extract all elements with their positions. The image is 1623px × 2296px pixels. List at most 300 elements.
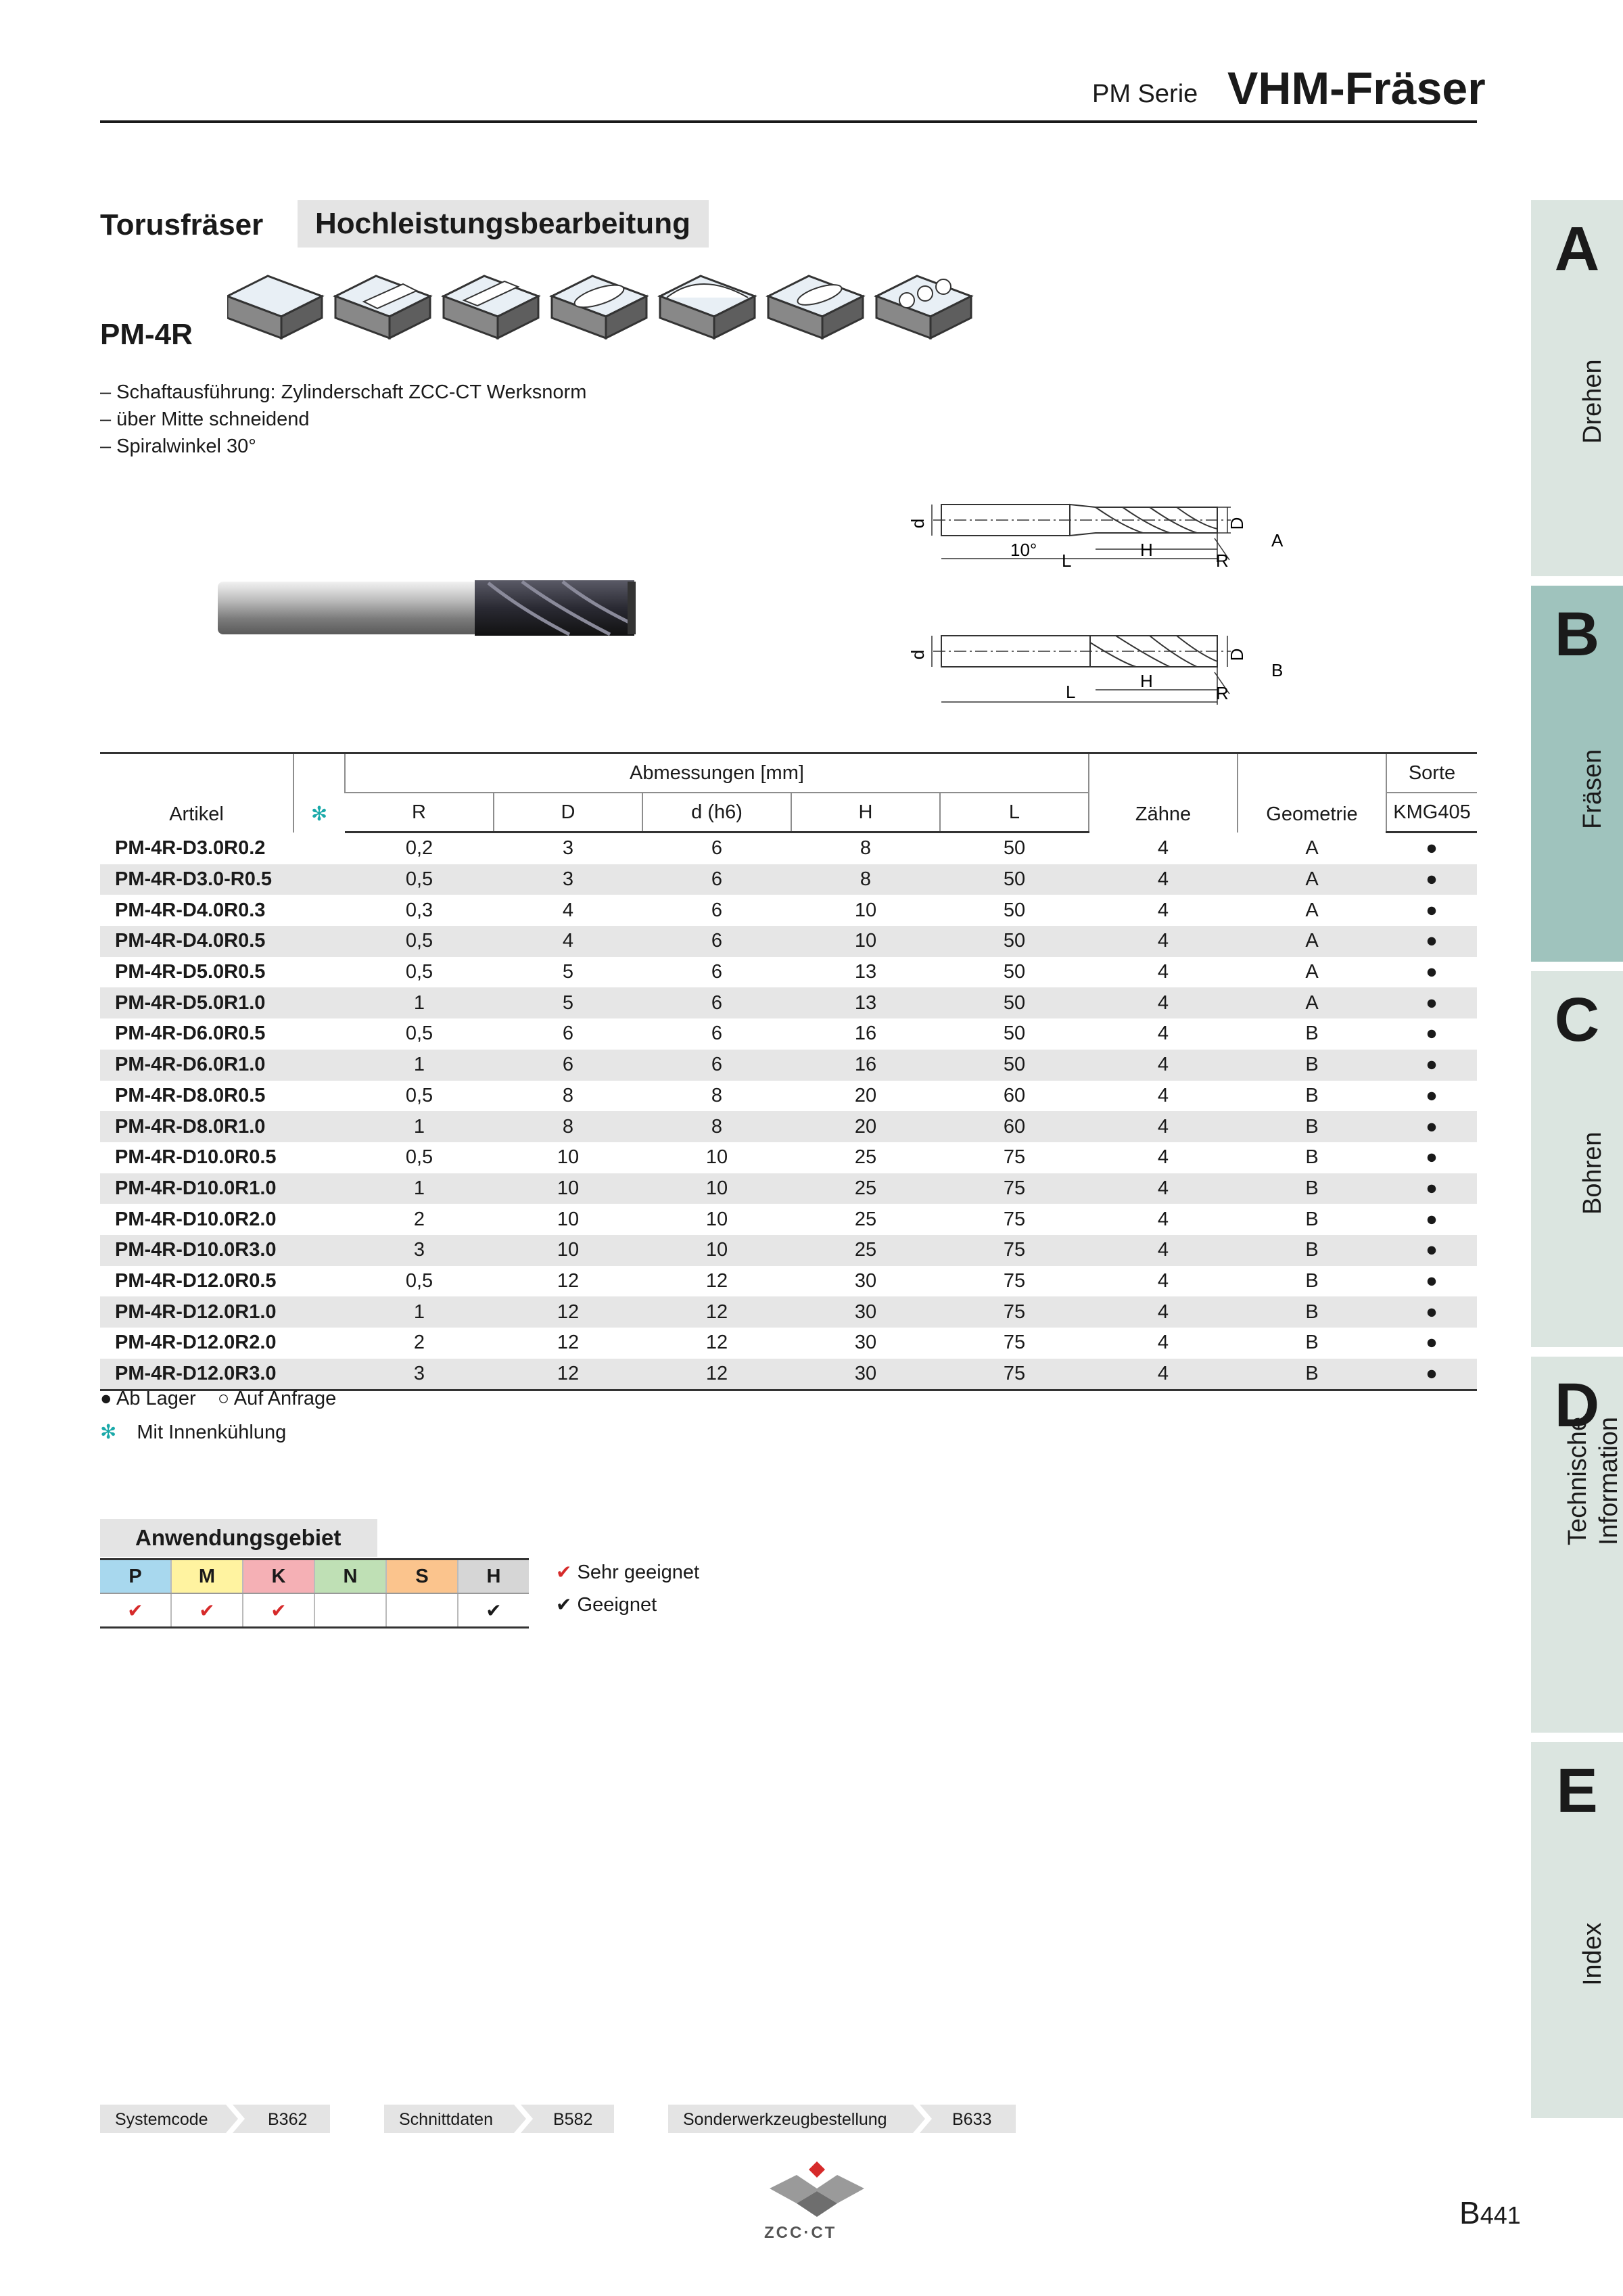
application-title: Anwendungsgebiet — [135, 1525, 342, 1550]
material-s: S — [386, 1560, 458, 1594]
shape-face-icon — [227, 276, 322, 338]
table-cell: 75 — [1003, 1332, 1026, 1354]
table-row — [100, 1111, 1477, 1142]
legend-label: Geeignet — [577, 1594, 657, 1616]
table-cell: A — [1305, 837, 1319, 859]
table-cell — [293, 1266, 345, 1297]
table-cell: ● — [1426, 837, 1438, 860]
table-cell: ● — [1426, 991, 1438, 1014]
dim-angle-label: 10° — [1010, 540, 1037, 560]
table-cell: ● — [1426, 1146, 1438, 1169]
table-cell: B — [1305, 1146, 1319, 1169]
tab-letter: D — [1554, 1371, 1600, 1440]
table-cell — [293, 1142, 345, 1173]
drawing-type-label: B — [1271, 660, 1284, 680]
table-cell: 5 — [562, 991, 574, 1014]
table-row — [100, 833, 1477, 864]
chevron-right-icon — [226, 2105, 246, 2133]
table-cell: 30 — [854, 1301, 877, 1323]
table-cell: 6 — [562, 1023, 574, 1045]
application-table — [100, 1558, 529, 1629]
col-header-r: R — [345, 793, 494, 833]
table-cell: 16 — [854, 1054, 877, 1076]
table-cell — [293, 926, 345, 957]
table-cell: 75 — [1003, 1146, 1026, 1169]
table-cell: ● — [1426, 1301, 1438, 1323]
table-cell: 4 — [562, 930, 574, 952]
table-cell: A — [1305, 991, 1319, 1014]
tab-letter: A — [1554, 214, 1600, 283]
table-cell: 12 — [557, 1301, 580, 1323]
article-cell: PM-4R-D6.0R0.5 — [115, 1023, 266, 1045]
table-cell: B — [1305, 1301, 1319, 1323]
table-cell: 6 — [711, 868, 723, 891]
section-badge-label: Hochleistungsbearbeitung — [315, 207, 690, 240]
table-cell: 12 — [557, 1269, 580, 1292]
tab-c-bohren[interactable] — [1531, 971, 1623, 1347]
table-row — [100, 1081, 1477, 1112]
table-cell — [293, 1328, 345, 1359]
article-cell: PM-4R-D3.0R0.2 — [115, 837, 266, 859]
table-cell: B — [1305, 1023, 1319, 1045]
link-label: Schnittdaten — [399, 2110, 493, 2129]
table-cell: 4 — [1157, 1239, 1169, 1261]
table-cell: 50 — [1003, 899, 1026, 921]
page-num: 441 — [1480, 2201, 1521, 2229]
table-cell: 8 — [711, 1084, 723, 1106]
table-cell: 6 — [711, 1054, 723, 1076]
table-cell: 0,5 — [405, 1084, 433, 1106]
table-row — [100, 1018, 1477, 1050]
table-cell: 75 — [1003, 1301, 1026, 1323]
table-cell: 12 — [642, 1359, 791, 1390]
tab-letter: E — [1556, 1756, 1598, 1825]
table-cell: 3 — [413, 1239, 425, 1261]
table-cell: B — [1305, 1115, 1319, 1138]
table-cell: 12 — [557, 1332, 580, 1354]
legend-ab-lager: ● Ab Lager — [100, 1388, 196, 1409]
shape-contour-icon — [660, 276, 755, 338]
table-cell: 1 — [413, 1301, 425, 1323]
table-cell: 30 — [854, 1269, 877, 1292]
suitability-check-icon — [386, 1593, 458, 1628]
link-label: Systemcode — [115, 2110, 208, 2129]
table-cell: 50 — [1003, 1054, 1026, 1076]
table-cell: 0,5 — [405, 1023, 433, 1045]
table-row — [100, 1359, 1477, 1390]
table-cell: 6 — [711, 991, 723, 1014]
table-cell: 75 — [1003, 1177, 1026, 1199]
table-cell: 12 — [494, 1359, 642, 1390]
series-label: PM Serie — [1092, 80, 1198, 108]
article-cell: PM-4R-D10.0R1.0 — [115, 1177, 277, 1199]
section-badge — [298, 200, 709, 248]
tab-e-index[interactable] — [1531, 1742, 1623, 2118]
table-cell: 0,5 — [405, 961, 433, 983]
link-systemcode[interactable] — [100, 2105, 330, 2133]
article-cell: PM-4R-D8.0R1.0 — [115, 1115, 266, 1138]
table-cell: 3 — [562, 837, 574, 860]
table-cell: 5 — [562, 961, 574, 983]
table-cell: 10 — [557, 1146, 580, 1169]
table-cell: 50 — [1003, 930, 1026, 952]
table-cell: ● — [1426, 1115, 1438, 1138]
col-group-abmessungen: Abmessungen [mm] — [345, 753, 1089, 793]
table-row — [100, 864, 1477, 895]
snowflake-icon: ✻ — [100, 1422, 117, 1443]
table-cell: 6 — [711, 899, 723, 921]
table-cell: B — [1305, 1177, 1319, 1199]
table-cell: 4 — [1157, 868, 1169, 891]
table-cell: B — [1305, 1054, 1319, 1076]
table-cell: ● — [1426, 930, 1438, 952]
table-cell: 30 — [854, 1332, 877, 1354]
table-cell: 0,5 — [405, 868, 433, 891]
tab-a-drehen[interactable] — [1531, 200, 1623, 576]
table-cell: ● — [1426, 899, 1438, 921]
table-cell: 10 — [854, 930, 877, 952]
table-cell: B — [1238, 1359, 1386, 1390]
table-cell — [293, 1296, 345, 1328]
table-cell: ● — [1426, 1239, 1438, 1261]
table-cell: 4 — [1157, 991, 1169, 1014]
table-cell: A — [1305, 868, 1319, 891]
table-cell: 60 — [1003, 1115, 1026, 1138]
table-cell: B — [1305, 1332, 1319, 1354]
suitability-check-icon — [314, 1593, 386, 1628]
table-cell: 16 — [854, 1023, 877, 1045]
table-cell: 8 — [860, 868, 872, 891]
table-cell: 4 — [1089, 1359, 1238, 1390]
table-cell: 10 — [557, 1239, 580, 1261]
table-cell: A — [1305, 961, 1319, 983]
table-cell — [293, 957, 345, 988]
table-cell: 4 — [562, 899, 574, 921]
table-cell: 1 — [413, 1054, 425, 1076]
table-row — [100, 1050, 1477, 1081]
table-cell: 8 — [562, 1115, 574, 1138]
cooling-legend — [100, 1420, 286, 1444]
table-cell: 0,5 — [405, 1146, 433, 1169]
table-cell: 50 — [1003, 868, 1026, 891]
article-cell: PM-4R-D5.0R0.5 — [115, 961, 266, 983]
table-cell: 2 — [413, 1208, 425, 1230]
col-header-artikel: Artikel — [100, 753, 293, 833]
table-cell: 12 — [705, 1269, 728, 1292]
table-cell: 4 — [1157, 1115, 1169, 1138]
article-cell: PM-4R-D12.0R3.0 — [100, 1359, 293, 1390]
end-mill-image — [218, 576, 644, 641]
link-ref: B633 — [952, 2110, 992, 2129]
table-cell: 4 — [1157, 1269, 1169, 1292]
table-cell: 0,3 — [405, 899, 433, 921]
table-cell: 25 — [854, 1239, 877, 1261]
tab-b-fraesen[interactable] — [1531, 586, 1623, 962]
col-header-l: L — [940, 793, 1089, 833]
table-cell: 50 — [1003, 961, 1026, 983]
article-cell: PM-4R-D6.0R1.0 — [115, 1054, 266, 1076]
table-cell: 4 — [1157, 1177, 1169, 1199]
table-cell: 4 — [1157, 837, 1169, 859]
table-cell: 4 — [1157, 1301, 1169, 1323]
table-cell — [293, 864, 345, 895]
chevron-right-icon — [913, 2105, 933, 2133]
table-cell: 1 — [413, 1115, 425, 1138]
table-cell: 20 — [854, 1115, 877, 1138]
table-cell: B — [1305, 1269, 1319, 1292]
dim-R-label: R — [1216, 550, 1229, 571]
table-cell: 75 — [940, 1359, 1089, 1390]
stock-legend — [100, 1388, 336, 1410]
table-cell — [293, 833, 345, 864]
table-cell: 6 — [711, 930, 723, 952]
table-cell: 4 — [1157, 1146, 1169, 1169]
table-cell — [293, 1173, 345, 1204]
table-cell: 6 — [711, 961, 723, 983]
table-cell: 4 — [1157, 1054, 1169, 1076]
table-cell: 13 — [854, 991, 877, 1014]
suitability-check-icon: ✔ — [171, 1593, 243, 1628]
tab-label: Fräsen — [1578, 749, 1607, 829]
zcc-ct-logo — [763, 2161, 871, 2222]
suitability-check-icon: ✔ — [243, 1593, 314, 1628]
link-sonderwerkzeugbestellung[interactable] — [668, 2105, 1016, 2133]
article-cell: PM-4R-D12.0R2.0 — [115, 1332, 277, 1354]
table-cell: 1 — [413, 991, 425, 1014]
table-cell — [293, 1050, 345, 1081]
feature-item: – über Mitte schneidend — [100, 408, 310, 430]
table-cell: 60 — [1003, 1084, 1026, 1106]
table-cell: 4 — [1157, 961, 1169, 983]
table-cell: 6 — [711, 837, 723, 860]
table-cell: B — [1305, 1208, 1319, 1230]
tab-label: Drehen — [1578, 359, 1607, 444]
table-cell: 10 — [705, 1239, 728, 1261]
legend-label: Sehr geeignet — [577, 1562, 700, 1583]
material-k: K — [243, 1560, 314, 1594]
article-cell: PM-4R-D10.0R0.5 — [115, 1146, 277, 1169]
table-cell — [293, 895, 345, 926]
col-header-cooling-icon: ✻ — [293, 753, 345, 833]
table-cell: 20 — [854, 1084, 877, 1106]
article-cell: PM-4R-D4.0R0.3 — [115, 899, 266, 921]
page-number — [1459, 2195, 1521, 2231]
material-p: P — [100, 1560, 171, 1594]
col-header-d: D — [494, 793, 642, 833]
table-cell — [293, 1081, 345, 1112]
table-cell — [293, 1111, 345, 1142]
table-cell: 25 — [854, 1146, 877, 1169]
spec-table — [100, 752, 1477, 1391]
table-cell: 50 — [1003, 1023, 1026, 1045]
suitability-check-icon: ✔ — [458, 1593, 529, 1628]
table-cell: A — [1305, 899, 1319, 921]
table-cell: 2 — [413, 1332, 425, 1354]
table-row — [100, 1173, 1477, 1204]
product-name: PM-4R — [100, 318, 193, 351]
table-cell: B — [1305, 1239, 1319, 1261]
table-cell: 10 — [557, 1177, 580, 1199]
table-cell: 0,2 — [405, 837, 433, 860]
dim-L-label: L — [1062, 550, 1072, 571]
article-cell: PM-4R-D8.0R0.5 — [115, 1084, 266, 1106]
table-cell: 8 — [711, 1115, 723, 1138]
drawing-type-label: A — [1271, 530, 1284, 550]
legend-innenkuehlung: Mit Innenkühlung — [137, 1422, 287, 1443]
dim-L-label: L — [1066, 682, 1076, 702]
table-cell — [293, 1204, 345, 1235]
table-cell: 10 — [705, 1208, 728, 1230]
table-cell: 75 — [1003, 1269, 1026, 1292]
table-row — [100, 1296, 1477, 1328]
article-cell: PM-4R-D12.0R0.5 — [115, 1269, 277, 1292]
table-cell: 50 — [1003, 837, 1026, 860]
link-schnittdaten[interactable] — [384, 2105, 614, 2133]
table-cell: ● — [1386, 1359, 1477, 1390]
table-cell: 10 — [705, 1177, 728, 1199]
article-cell: PM-4R-D10.0R3.0 — [115, 1239, 277, 1261]
table-cell: ● — [1426, 1332, 1438, 1354]
table-cell: 4 — [1157, 1208, 1169, 1230]
material-n: N — [314, 1560, 386, 1594]
table-cell: ● — [1426, 1177, 1438, 1199]
shape-step-icon — [335, 276, 430, 338]
table-row — [100, 895, 1477, 926]
table-cell: 4 — [1157, 899, 1169, 921]
legend-auf-anfrage: ○ Auf Anfrage — [217, 1388, 337, 1409]
link-label: Sonderwerkzeugbestellung — [683, 2110, 887, 2129]
material-m: M — [171, 1560, 243, 1594]
table-cell: 12 — [705, 1332, 728, 1354]
legend-geeignet — [556, 1593, 657, 1616]
table-row — [100, 926, 1477, 957]
drawing-type-b — [893, 615, 1298, 710]
col-header-geometrie: Geometrie — [1238, 753, 1386, 833]
table-cell: 8 — [860, 837, 872, 860]
tab-letter: B — [1554, 600, 1600, 669]
table-cell: 3 — [345, 1359, 494, 1390]
table-row — [100, 1266, 1477, 1297]
link-ref: B362 — [268, 2110, 308, 2129]
table-cell: 13 — [854, 961, 877, 983]
table-cell: 3 — [562, 868, 574, 891]
table-cell: 75 — [1003, 1239, 1026, 1261]
table-cell: 10 — [557, 1208, 580, 1230]
table-cell — [293, 987, 345, 1018]
table-cell: A — [1305, 930, 1319, 952]
section-title: Torusfräser — [100, 208, 264, 241]
table-cell — [293, 1018, 345, 1050]
tab-label: Index — [1578, 1923, 1607, 1986]
drawing-type-a — [893, 484, 1298, 579]
table-row — [100, 1142, 1477, 1173]
table-cell — [293, 1235, 345, 1266]
table-cell — [293, 1359, 345, 1390]
logo-text: ZCC·CT — [764, 2224, 837, 2242]
table-cell: ● — [1426, 1054, 1438, 1076]
table-cell: 30 — [791, 1359, 940, 1390]
dim-D-label: D — [1227, 648, 1247, 661]
shape-slot-icon — [444, 276, 538, 338]
table-cell: 50 — [1003, 991, 1026, 1014]
suitability-check-icon: ✔ — [100, 1593, 171, 1628]
table-cell: 8 — [562, 1084, 574, 1106]
article-cell: PM-4R-D5.0R1.0 — [115, 991, 266, 1014]
table-cell: 6 — [562, 1054, 574, 1076]
table-cell: B — [1305, 1084, 1319, 1106]
legend-sehr-geeignet — [556, 1561, 699, 1584]
feature-item: – Schaftausführung: Zylinderschaft ZCC-CT Werksnorm — [100, 381, 587, 403]
table-cell: 10 — [705, 1146, 728, 1169]
table-cell: 4 — [1157, 1332, 1169, 1354]
table-cell: ● — [1426, 868, 1438, 891]
table-cell: 4 — [1157, 1084, 1169, 1106]
col-header-zaehne: Zähne — [1089, 753, 1238, 833]
tab-letter: C — [1554, 985, 1600, 1054]
table-cell: ● — [1426, 1269, 1438, 1292]
dim-d-label: d — [908, 518, 928, 529]
table-row — [100, 957, 1477, 988]
shape-pocket-icon — [552, 276, 646, 338]
table-cell: 10 — [854, 899, 877, 921]
chevron-right-icon — [514, 2105, 534, 2133]
tab-d-technische-information[interactable] — [1531, 1357, 1623, 1733]
table-cell: ● — [1426, 1084, 1438, 1106]
table-cell: 0,5 — [405, 930, 433, 952]
col-header-dh6: d (h6) — [642, 793, 791, 833]
table-cell: ● — [1426, 1208, 1438, 1230]
article-cell: PM-4R-D4.0R0.5 — [115, 930, 266, 952]
table-cell: 4 — [1157, 930, 1169, 952]
table-cell: ● — [1426, 961, 1438, 983]
table-row — [100, 1235, 1477, 1266]
col-group-sorte: Sorte — [1386, 753, 1477, 793]
application-title-box — [100, 1519, 377, 1557]
dim-H-label: H — [1140, 540, 1153, 560]
table-cell: 6 — [711, 1023, 723, 1045]
article-cell: PM-4R-D3.0-R0.5 — [115, 868, 273, 891]
dim-D-label: D — [1227, 517, 1247, 530]
table-row — [100, 987, 1477, 1018]
table-row — [100, 1204, 1477, 1235]
table-cell: 25 — [854, 1208, 877, 1230]
table-row — [100, 1328, 1477, 1359]
header-rule — [100, 120, 1477, 123]
feature-item: – Spiralwinkel 30° — [100, 436, 256, 457]
table-cell: 0,5 — [405, 1269, 433, 1292]
col-header-h: H — [791, 793, 940, 833]
shape-drill-icon — [876, 276, 971, 338]
application-shapes-icon — [227, 271, 978, 345]
article-cell: PM-4R-D12.0R1.0 — [115, 1301, 277, 1323]
check-icon: ✔ — [556, 1594, 572, 1615]
table-cell: 25 — [854, 1177, 877, 1199]
shape-closed-pocket-icon — [768, 276, 863, 338]
tab-label: Technische Information — [1563, 1416, 1623, 1546]
dim-R-label: R — [1216, 683, 1229, 703]
check-icon: ✔ — [556, 1562, 572, 1583]
table-cell: 12 — [705, 1301, 728, 1323]
table-cell: ● — [1426, 1023, 1438, 1045]
link-ref: B582 — [553, 2110, 593, 2129]
col-header-kmg405: KMG405 — [1386, 793, 1477, 833]
table-cell: 75 — [1003, 1208, 1026, 1230]
table-cell: 1 — [413, 1177, 425, 1199]
table-cell: 4 — [1157, 1023, 1169, 1045]
dim-H-label: H — [1140, 671, 1153, 691]
tab-label: Bohren — [1578, 1131, 1607, 1215]
dim-d-label: d — [908, 649, 928, 660]
